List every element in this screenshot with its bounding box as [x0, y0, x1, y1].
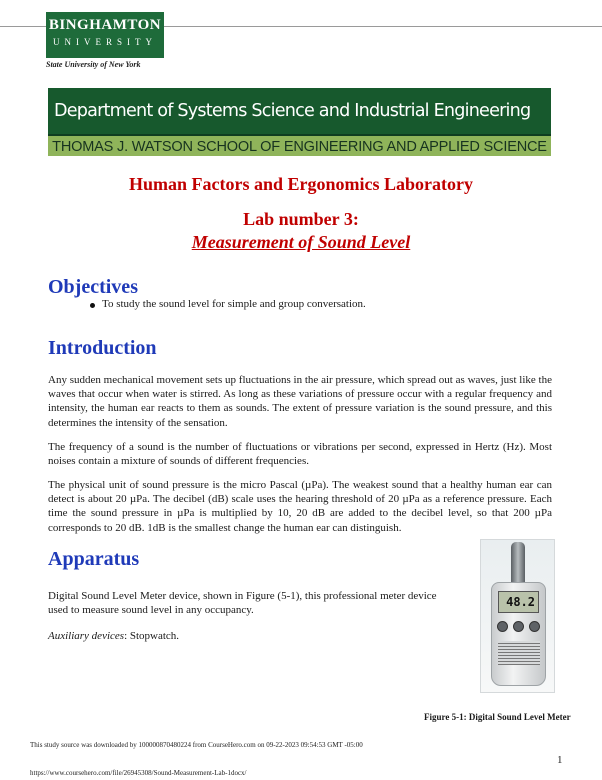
meter-knob — [513, 621, 524, 632]
department-name: Department of Systems Science and Industrial Engineering — [48, 88, 551, 134]
logo-name-line1: BINGHAMTON — [48, 17, 162, 33]
page-number: 1 — [557, 754, 563, 766]
university-logo — [46, 12, 164, 58]
intro-paragraph-2: The frequency of a sound is the number of fluctuations or vibrations per second, expressed in Hertz (Hz). Most noises contain a mixture of sounds of different frequencies. — [48, 441, 552, 468]
meter-knob — [497, 621, 508, 632]
lab-title: Human Factors and Ergonomics Laboratory — [129, 174, 473, 194]
auxiliary-value: : Stopwatch. — [124, 630, 180, 642]
intro-paragraph-1: Any sudden mechanical movement sets up fluctuations in the air pressure, which spread out as waves, just like the waves that occur when water is stirred. As long as these variations of pressure occur with a regular frequency and intensity, the human ear reacts to them as sounds. The extent of pressure variation is the sound pressure, and this determines the intensity of the sensation. — [48, 374, 552, 429]
meter-display: 48.2 — [498, 591, 539, 613]
bullet-icon — [90, 303, 95, 308]
meter-body — [491, 582, 546, 686]
department-banner — [48, 88, 551, 156]
objectives-heading: Objectives — [48, 276, 138, 298]
lab-number: Lab number 3: — [243, 209, 359, 229]
intro-paragraph-3: The physical unit of sound pressure is the micro Pascal (µPa). The weakest sound that a healthy human ear can detect is about 20 µPa. The decibel (dB) scale uses the hearing threshold of 20 µPa as a reference pressure. Each time the sound pressure in µPa is multiplied by 10, 20 dB are added to the decibel level, so that 200 µPa corresponds to 20 dB. 1dB is the smallest change the human ear can distinguish. — [48, 479, 552, 534]
objective-item: To study the sound level for simple and group conversation. — [102, 298, 366, 310]
meter-knob — [529, 621, 540, 632]
source-url[interactable]: https://www.coursehero.com/file/26945308/Sound-Measurement-Lab-1docx/ — [30, 769, 247, 777]
download-source-note: This study source was downloaded by 100000870480224 from CourseHero.com on 09-22-2023 09:54:53 GMT -05:00 — [30, 741, 363, 749]
introduction-heading: Introduction — [48, 337, 157, 359]
school-name: THOMAS J. WATSON SCHOOL OF ENGINEERING AND APPLIED SCIENCE — [48, 134, 551, 156]
figure-caption: Figure 5-1: Digital Sound Level Meter — [424, 712, 571, 722]
sound-level-meter-image — [480, 539, 555, 693]
meter-labels — [498, 641, 540, 665]
apparatus-heading: Apparatus — [48, 548, 140, 570]
lab-subject: Measurement of Sound Level — [191, 232, 411, 252]
logo-name-line2: UNIVERSITY — [53, 37, 157, 47]
apparatus-description: Digital Sound Level Meter device, shown in Figure (5-1), this professional meter device used to measure sound level in any occupancy. — [48, 590, 437, 616]
logo-subtitle: State University of New York — [46, 60, 141, 69]
microphone-icon — [511, 542, 525, 586]
auxiliary-label: Auxiliary devices — [48, 630, 125, 642]
auxiliary-devices — [48, 629, 448, 643]
